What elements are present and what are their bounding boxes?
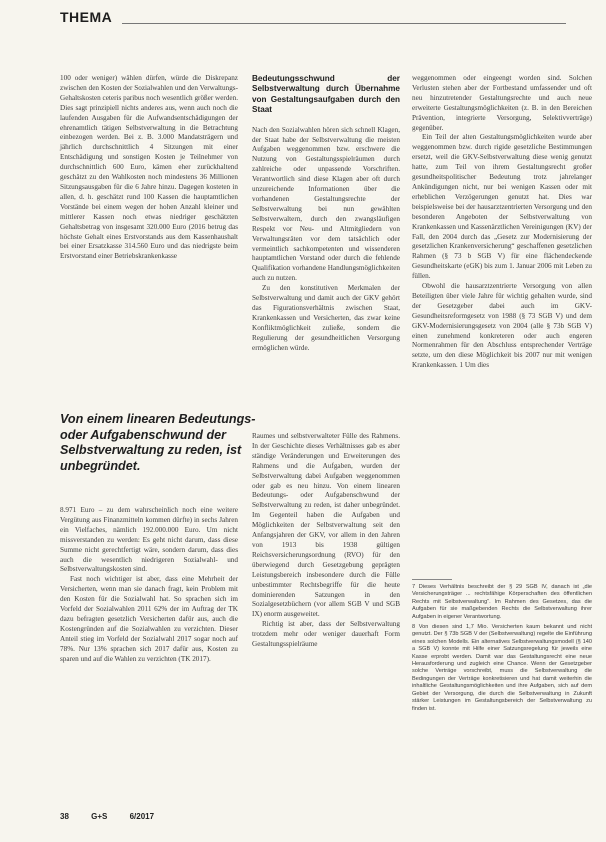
body-paragraph: 8.971 Euro – zu dem wahrscheinlich noch eine weitere Vergütung aus Finanzmitteln kommen dürfte) in sechs Jahren ein Vielfaches, nämlich 192.000.000 Euro. Um nicht missverstanden zu werden: Es geht nicht darum, dass diese Summe nicht gerechtfertigt wäre, sondern darum, dass dies auch die wesentlich niedrigeren Sozialwahl- und Selbstverwaltungskosten sind. <box>60 506 238 574</box>
magazine-name: G+S <box>91 812 108 821</box>
issue-number: 6/2017 <box>129 812 155 821</box>
body-paragraph: 100 oder weniger) wählen dürfen, würde die Diskrepanz zwischen den Kosten der Sozialwahlen und den Verwaltungs-Gehaltskosten ceteris paribus noch wesentlich größer werden. Dies sagt prinzipiell nichts anderes aus, wenn auch noch die laufenden Ausgaben für die Aufwandsentschädigungen der ehrenamtlich tätigen Selbstverwaltung in die Betrachtung einbezogen werden. Bei z. B. 3.000 Mandatsträgern und jährlich durchschnittlich 4 Sitzungen mit einer Entschädigung und sonstigen Kosten je Teilnehmer von durchschnittlich 600 Euro, kämen eher zurückhaltend geschätzt zu den Wahlkosten noch mindestens 36 Millionen Sitzungsausgaben für die 6 Jahre hinzu. Dagegen kosteten in allen, d. h. geschätzt rund 100 Kassen die hauptamtlichen Vorstände bei einem wegen der hohen Anzahl kleiner und mittlerer Kassen noch etwas niedriger geschätzten Gehaltsbetrag von insgesamt 320.000 Euro (2016 betrug das höchste Gehalt eines Erstvorstands aus dem Kassenhaushalt bei einer Ersatzkasse 314.560 Euro und das niedrigste beim Erstvorstand einer Betriebskrankenkasse <box>60 74 238 261</box>
footnote: 8 Von diesen sind 1,7 Mio. Versicherten kaum bekannt und nicht genutzt. Der § 73b SGB V der (Selbstverwaltung) regelte die Einführung eines solchen Modells. Ein alternatives Selbstverwaltungsmodell (§ 140 a SGB V) konnte mit Hilfe einer Satzungsregelung für jeweils eine Kasse erprobt werden. Damit war das Gestaltungsrecht eine neue Herausforderung und zugleich eine Chance. Wenn der Gesetzgeber solche Verträge vorschreibt, muss die Selbstverwaltung die Bedingungen der Verträge konkretisieren und hat damit weiterhin die inhaltliche Gestaltungsmöglichkeiten und ihre Aufgaben, sich auf dem Gebiet der Versorgung, die durch die Selbstverwaltung in Zukunft stärker Leistungen im Gestaltungsbereich der Selbstverwaltung zu finden ist. <box>412 624 592 712</box>
column-3 <box>412 74 592 371</box>
pull-quote: Von einem linearen Bedeutungs- oder Aufgabenschwund der Selbstverwaltung zu reden, ist unbegründet. <box>60 412 256 473</box>
body-paragraph: Nach den Sozialwahlen hören sich schnell Klagen, der Staat habe der Selbstverwaltung die meisten Aufgaben weggenommen bzw. erschwere die Nutzung von Gestaltungsspielräumen durch zahlreiche oder unpassende Vorschriften. Verantwortlich sind diese Klagen aber oft durch unzureichende Informationen über die vorhandenen Gestaltungsrechte der Selbstverwaltung bei nun gewählten Selbstverwaltern, durch den zwangsläufigen Respekt vor Neu- und Altmitgliedern von Verwaltungsräten vor dem tatsächlich oder vermeintlich sachkompetenten und wissenderen hauptamtlichen Vorstand oder durch die fehlende Qualifikation vorhandene Handlungsmöglichkeiten auch zu nutzen. <box>252 125 400 283</box>
body-paragraph: Raumes und selbstverwalteter Fülle des Rahmens. In der Geschichte dieses Verhältnisses gab es aber ständige Veränderungen und Erweiterungen des Rahmens und die Aufgaben, wurden der Selbstverwaltung dabei Aufgaben weggenommen oder gab es neu hinzu. Von einem linearen Bedeutungs- oder Aufgabenschwund der Selbstverwaltung zu reden, ist daher unbegründet. Im Gegenteil haben die Aufgaben und Möglichkeiten der Selbstverwaltung seit den Anfangsjahren der GKV, vor allem in den Jahren von 1913 bis 1938 gültigen Reichsversicherungsordnung (RVO) für den überwiegend durch Gesetzgebung geprägten Leistungsbereich insbesondere durch die Fülle unbestimmter Rechtsbegriffe für die heute dominierenden Satzungen in den Sozialgesetzbüchern (vor allem SGB V und SGB IX) enorm ausgeweitet. <box>252 432 400 619</box>
page-header <box>60 9 566 29</box>
body-paragraph: Zu den konstitutiven Merkmalen der Selbstverwaltung und damit auch der GKV gehört das Figurationsverhältnis zwischen Staat, Krankenkassen und Versicherten, das zwar keine Konfliktmöglichkeit zuließe, sondern die Regulierung der gesundheitlichen Versorgung ermöglichen würde. <box>252 284 400 352</box>
body-paragraph: Obwohl die hausarztzentrierte Versorgung von allen Beteiligten über viele Jahre für wichtig gehalten wurde, sind der Gesetzgeber dabei auch im GKV-Gesundheitsreformgesetz von 1988 (§ 73 SGB V) und dem GKV-Modernisierungsgesetz von 2004 (alle § 73b SGB V) einen zunehmend konkreteren oder auch engeren Normenrahmen für den Abschluss entsprechender Verträge setzte, um den diese Möglichkeit bis 2007 nur mit wenigen Krankenkassen. 1 Um dies <box>412 282 592 370</box>
column-2 <box>252 74 400 353</box>
footnote-rule <box>412 579 452 580</box>
body-paragraph: Richtig ist aber, dass der Selbstverwaltung trotzdem mehr oder weniger dauerhaft Form Gestaltungsspielräume <box>252 620 400 649</box>
body-paragraph: Ein Teil der alten Gestaltungsmöglichkeiten wurde aber weggenommen bzw. durch rigide gesetzliche Bestimmungen ersetzt, weil die GKV-Selbstverwaltung diese wenig genutzt hatte, zum Teil von ihrem Gestaltungsrecht großer gesundheitspolitischer Bedeutung trotz jahrelanger Ankündigungen nicht, nur bei wenigen Kassen oder mit erheblichen Verzögerungen genutzt hat. Dies war beispielsweise bei der hausarztzentrierten Versorgung und den besonderen Angeboten der Selbstverwaltung von Krankenkassen und Kassenärztlichen Vereinigungen (KV) der Fall, den 2004 durch das „Gesetz zur Modernisierung der gesetzlichen Krankenversicherung“ geschaffenen gesetzlichen Rahmen (§ 73 b SGB V) für eine flächendeckende Gesundheitskarte (eGK) bis zum 1. Januar 2006 mit Leben zu füllen. <box>412 133 592 281</box>
page-footer <box>60 812 566 821</box>
page-number: 38 <box>60 812 69 821</box>
footnotes <box>412 579 592 716</box>
section-title: THEMA <box>60 9 113 25</box>
body-paragraph: weggenommen oder eingeengt worden sind. Solchen Verlusten stehen aber der Fortbestand umfassender und oft neu hinzutretender Gestaltungsrechte und auch neue erweiterte Gestaltungsmöglichkeiten (z. B. in den Bereichen Prävention, integrierte Versorgung, Selektivverträge) gegenüber. <box>412 74 592 132</box>
column-1-continued <box>60 506 238 665</box>
section-subhead: Bedeutungsschwund der Selbstverwaltung durch Übernahme von Gestaltungsaufgaben durch den Staat <box>252 74 400 115</box>
footnote: 7 Dieses Verhältnis beschreibt der § 29 SGB IV, danach ist „die Versicherungsträger ... rechtsfähige Körperschaften des öffentlichen Rechts mit Selbstverwaltung“. Im Rahmen des Gesetzes, das die Aufgaben für sie maßgebenden Rechts die Selbstverwaltung ihrer Aufgaben in eigener Verantwortung. <box>412 584 592 620</box>
column-1 <box>60 74 238 262</box>
body-paragraph: Fast noch wichtiger ist aber, dass eine Mehrheit der Versicherten, wenn man sie danach fragt, kein Problem mit den Kosten für die Sozialwahl hat. So sprachen sich im Vorfeld der Sozialwahlen 2011 62% der im Auftrag der TK dazu befragten gesetzlich Versicherten dafür aus, auch die Kostengründen auf die Sozialwahlen zu verzichten. Dieser Anteil stieg im Vorfeld der Sozialwahl 2017 sogar noch auf 78%. Nur 13% sprachen sich 2017 dafür aus, Kosten zu sparen und auf die Wahlen zu verzichten (TK 2017). <box>60 575 238 663</box>
header-rule <box>122 23 566 24</box>
column-2-continued <box>252 432 400 650</box>
